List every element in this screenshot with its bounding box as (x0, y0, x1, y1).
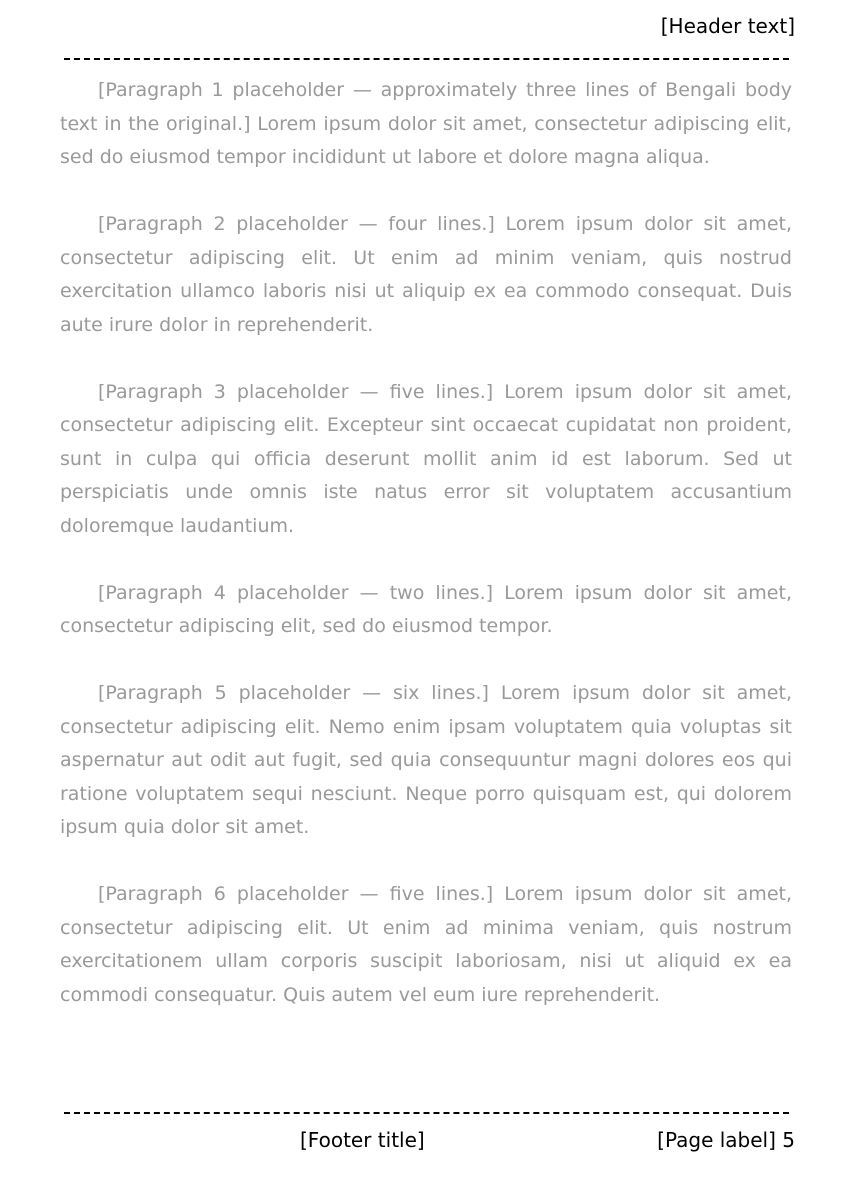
paragraph: [Paragraph 3 placeholder — five lines.] Lorem ipsum dolor sit amet, consectetur adipiscing elit. Excepteur sint occaecat cupidatat non proident, sunt in culpa qui officia deserunt mollit anim id est laborum. Sed ut perspiciatis unde omnis iste natus error sit voluptatem accusantium doloremque laudantium. (60, 380, 792, 537)
paragraph: [Paragraph 1 placeholder — approximately three lines of Bengali body text in the original.] Lorem ipsum dolor sit amet, consectetur adipiscing elit, sed do eiusmod tempor incididunt ut labore et dolore magna aliqua. (60, 79, 792, 168)
footer-title: [Footer title] (300, 1128, 425, 1152)
paragraph: [Paragraph 5 placeholder — six lines.] Lorem ipsum dolor sit amet, consectetur adipiscing elit. Nemo enim ipsam voluptatem quia voluptas sit aspernatur aut odit aut fugit, sed quia consequuntur magni dolores eos qui ratione voluptatem sequi nesciunt. Neque porro quisquam est, qui dolorem ipsum quia dolor sit amet. (60, 682, 792, 838)
page-number: [Page label] 5 (657, 1128, 795, 1152)
paragraph: [Paragraph 2 placeholder — four lines.] Lorem ipsum dolor sit amet, consectetur adipiscing elit. Ut enim ad minim veniam, quis nostrud exercitation ullamco laboris nisi ut aliquip ex ea commodo consequat. Duis aute irure dolor in reprehenderit. (60, 213, 792, 336)
document-body (60, 74, 792, 1046)
paragraph: [Paragraph 4 placeholder — two lines.] Lorem ipsum dolor sit amet, consectetur adipiscing elit, sed do eiusmod tempor. (60, 581, 792, 637)
header-divider (64, 58, 789, 60)
paragraph: [Paragraph 6 placeholder — five lines.] Lorem ipsum dolor sit amet, consectetur adipiscing elit. Ut enim ad minima veniam, quis nostrum exercitationem ullam corporis suscipit laboriosam, nisi ut aliquid ex ea commodi consequatur. Quis autem vel eum iure reprehenderit. (60, 883, 792, 1006)
footer-divider (64, 1112, 789, 1114)
running-header: [Header text] (660, 14, 795, 38)
